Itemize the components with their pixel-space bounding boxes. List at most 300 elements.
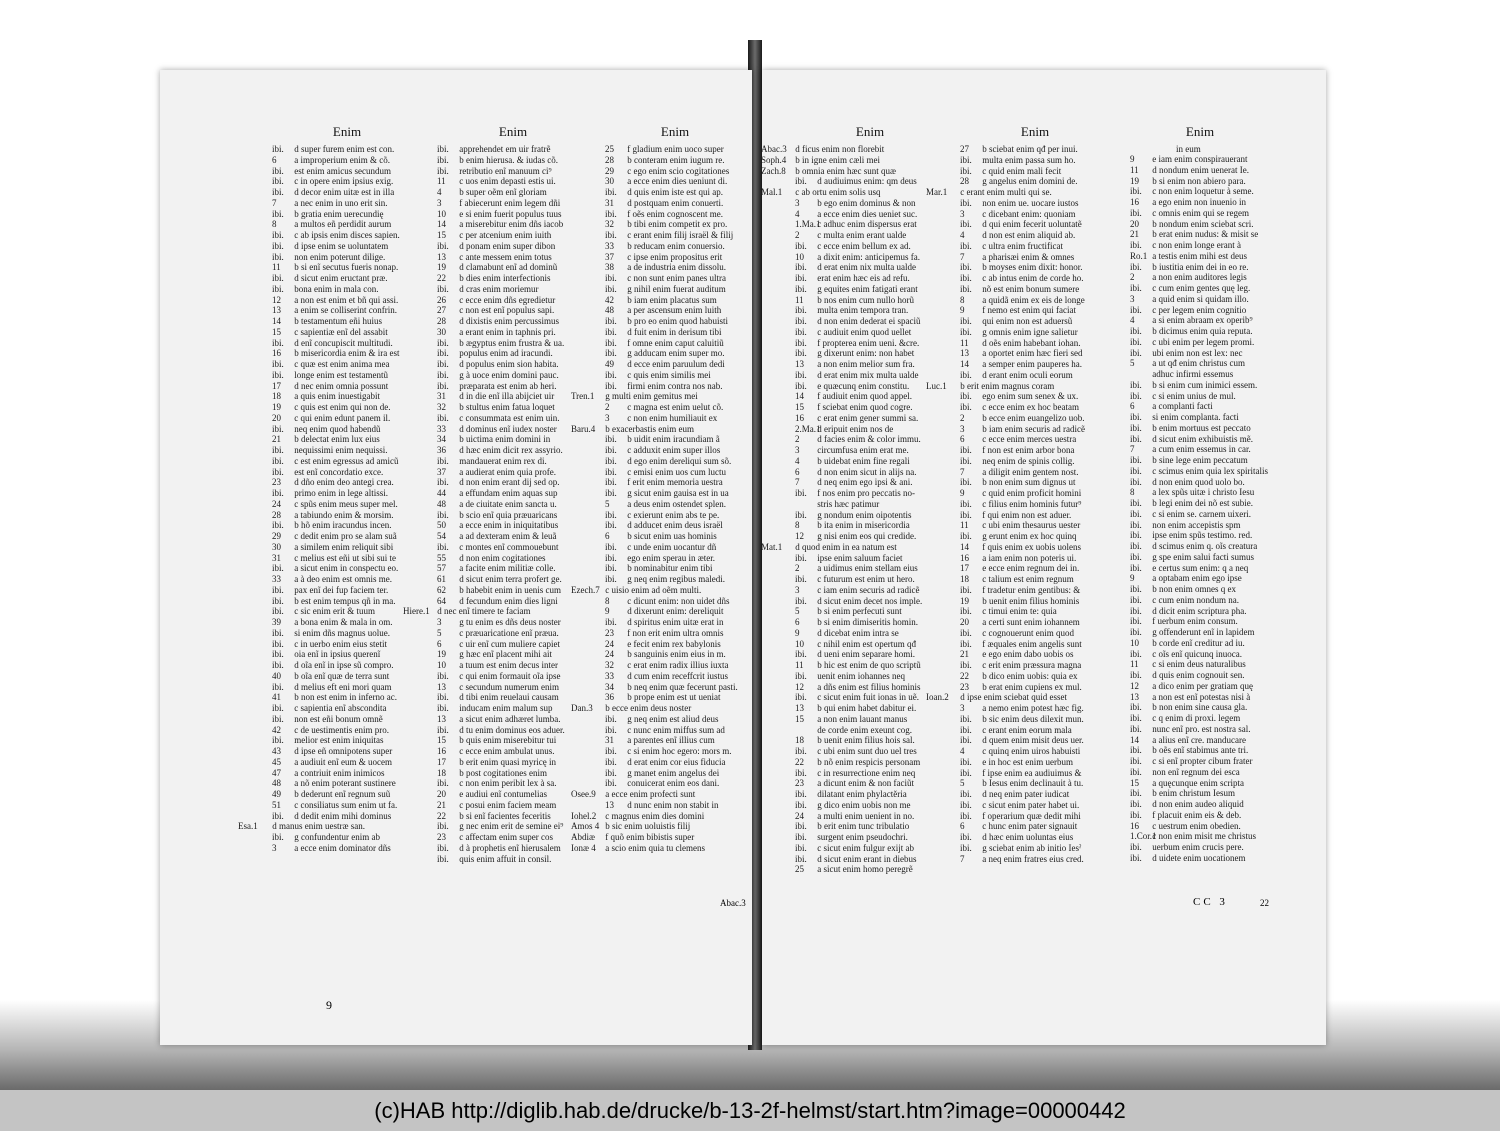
entry-reference: ibi. <box>437 144 449 154</box>
index-entry <box>1130 735 1270 746</box>
entry-text: d hæc enim uoluntas eius <box>982 832 1074 842</box>
entry-reference: 10 <box>1130 637 1139 648</box>
entry-text: a nec enim in uno erit sin. <box>294 197 388 208</box>
index-entry <box>1130 778 1270 789</box>
entry-text: c dicebant enim: quoniam <box>982 208 1076 219</box>
entry-reference: ibi. <box>272 638 284 649</box>
index-entry <box>795 424 945 435</box>
index-entry <box>571 821 745 832</box>
entry-text: c quinq enim uiros habuisti <box>982 746 1081 756</box>
entry-text: a alius enĩ cre. manducare <box>1152 734 1246 745</box>
entry-reference: ibi. <box>960 713 972 724</box>
index-entry <box>272 843 422 854</box>
entry-reference: 30 <box>605 176 614 187</box>
entry-text: g manet enim angelus dei <box>627 767 720 778</box>
index-entry <box>437 746 589 757</box>
entry-reference: 33 <box>605 240 614 251</box>
entry-reference: 33 <box>272 574 281 584</box>
entry-text: b si enim dimiseritis homin. <box>817 617 918 627</box>
index-entry <box>795 520 945 531</box>
entry-text: a non est enĩ potestas nisi à <box>1152 691 1251 702</box>
index-entry <box>272 649 422 660</box>
entry-reference: 22 <box>437 273 446 283</box>
index-entry <box>1130 240 1270 251</box>
entry-text: b uenit enim filius hois sal. <box>817 735 915 746</box>
entry-text: oia enĩ in ipsius querenĩ <box>294 649 381 660</box>
index-entry <box>272 456 422 467</box>
entry-reference: 13 <box>437 713 446 724</box>
entry-text: a testis enim mihi est deus <box>1152 250 1247 261</box>
entry-reference: 15 <box>795 713 804 724</box>
entry-text: b non est enim in inferno ac. <box>294 692 397 703</box>
index-entry <box>960 703 1110 714</box>
index-entry <box>437 520 589 531</box>
entry-reference: 36 <box>605 692 614 703</box>
index-entry <box>437 488 589 499</box>
entry-reference: ibi. <box>1130 336 1142 347</box>
entry-reference: ibi. <box>1130 541 1142 551</box>
entry-reference: 3 <box>960 423 965 434</box>
entry-reference: ibi. <box>795 305 807 316</box>
index-entry <box>795 230 945 241</box>
entry-text: stris hæc patimur <box>817 498 880 509</box>
index-entry <box>795 639 945 650</box>
index-entry <box>795 370 945 381</box>
entry-text: melior est enim iniquitas <box>294 735 384 746</box>
entry-reference: 34 <box>437 434 446 445</box>
entry-reference: 13 <box>272 305 281 316</box>
entry-text: a quidã enim ex eis de longe <box>982 294 1085 305</box>
entry-reference: 3 <box>795 445 800 455</box>
entry-reference: ibi. <box>1130 412 1142 422</box>
entry-text: d ipse enim se uoluntatem <box>294 240 389 251</box>
entry-text: d ueni enim separare homi. <box>817 649 915 660</box>
entry-reference: 33 <box>437 423 446 434</box>
index-entry <box>571 423 745 435</box>
index-entry <box>272 800 422 811</box>
index-entry <box>605 692 745 703</box>
entry-text: b dies enim interfectionis <box>459 273 551 283</box>
entry-reference: ibi. <box>605 283 617 294</box>
entry-reference: ibi. <box>272 832 284 842</box>
index-entry <box>605 531 745 542</box>
entry-reference: ibi. <box>795 337 807 348</box>
entry-reference: ibi. <box>1130 842 1142 852</box>
entry-text: b qui enim habet dabitur ei. <box>817 703 917 713</box>
entry-reference: ibi. <box>272 520 284 531</box>
entry-text: b omnia enim hæc sunt quæ <box>795 165 896 176</box>
entry-reference: ibi. <box>1130 476 1142 487</box>
index-entry <box>1130 627 1270 638</box>
entry-reference: ibi. <box>795 595 807 606</box>
entry-reference: 30 <box>272 541 281 552</box>
entry-text: conuicerat enim eos dani. <box>627 778 720 789</box>
entry-reference: ibi. <box>795 326 807 337</box>
entry-text: d ipse enim sciebat quid esset <box>960 692 1067 703</box>
entry-text: neq enim de spinis collig. <box>982 455 1075 466</box>
index-entry <box>272 144 422 155</box>
index-entry <box>1130 745 1270 756</box>
entry-reference: 26 <box>437 294 446 305</box>
index-entry <box>795 176 945 187</box>
index-entry <box>437 230 589 241</box>
entry-text: a scio enim quia tu clemens <box>605 842 705 853</box>
entry-text: b pro eo enim quod habuisti <box>627 316 728 326</box>
entry-reference: ibi. <box>437 778 449 789</box>
entry-reference: Hiere.1 <box>403 606 430 617</box>
entry-reference: 3 <box>272 842 277 853</box>
entry-text: b non enim sine causa gla. <box>1152 702 1248 713</box>
index-entry <box>761 165 945 177</box>
entry-text: b sic enim deus dilexit mun. <box>982 713 1084 724</box>
entry-reference: 6 <box>960 434 965 445</box>
entry-text: retributio enĩ manuum ci⁹ <box>459 165 552 176</box>
entry-text: a dixit enim: anticipemus fa. <box>817 251 920 262</box>
entry-reference: 11 <box>1130 164 1139 175</box>
index-entry <box>1130 294 1270 305</box>
entry-text: b erit enim magnus coram <box>960 380 1055 391</box>
entry-reference: 48 <box>272 778 281 789</box>
entry-reference: 24 <box>272 498 281 509</box>
index-entry <box>960 606 1110 617</box>
entry-reference: 8 <box>272 219 277 230</box>
index-entry <box>960 789 1110 800</box>
index-entry <box>272 671 422 682</box>
index-entry <box>1130 176 1270 187</box>
entry-reference: 4 <box>960 746 965 756</box>
entry-text: e ecce enim regnum dei in. <box>982 563 1080 574</box>
entry-reference: ibi. <box>795 316 807 326</box>
index-entry <box>795 703 945 714</box>
entry-reference: Mal.1 <box>761 187 783 197</box>
column-heading: Enim <box>660 124 690 139</box>
entry-text: præparata est enim ab heri. <box>459 380 557 391</box>
entry-text: a lex spũs uitæ i christo Iesu <box>1152 487 1255 498</box>
index-entry <box>272 327 422 338</box>
entry-reference: 16 <box>795 412 804 423</box>
entry-reference: ibi. <box>605 756 617 767</box>
entry-reference: ibi. <box>960 724 972 735</box>
entry-text: non est eñi bonum omnẽ <box>294 713 383 724</box>
index-entry <box>605 209 745 220</box>
entry-reference: ibi. <box>272 187 284 197</box>
entry-reference: ibi. <box>1130 207 1142 218</box>
entry-text: c ubi enim per legem promi. <box>1152 336 1255 347</box>
entry-text: a quis enim inuestigabit <box>294 391 380 402</box>
index-entry <box>1130 262 1270 273</box>
index-entry <box>272 370 422 381</box>
index-entry <box>437 381 589 392</box>
entry-text: d erant enim oculi eorum <box>982 369 1073 380</box>
entry-reference: 11 <box>960 337 969 348</box>
catchword-right: 22 <box>1260 898 1269 908</box>
entry-reference: 3 <box>795 584 800 595</box>
index-entry <box>437 252 589 263</box>
entry-reference: 21 <box>960 649 969 660</box>
entry-text: c cum enim nondum na. <box>1152 594 1239 605</box>
entry-reference: 24 <box>605 649 614 660</box>
index-entry <box>960 542 1110 553</box>
entry-reference: 13 <box>795 703 804 713</box>
entry-reference: ibi. <box>605 208 617 219</box>
entry-text: a oportet enim hæc fieri sed <box>982 348 1083 359</box>
index-entry <box>960 273 1110 284</box>
entry-text: f quõ enim bibistis super <box>605 832 695 842</box>
index-entry <box>605 434 745 445</box>
entry-text: c filius enim hominis futur⁹ <box>982 498 1082 509</box>
entry-text: a tabiundo enim & morsim. <box>294 509 394 520</box>
index-entry <box>960 262 1110 273</box>
index-entry <box>1130 821 1270 832</box>
entry-reference: ibi. <box>605 187 617 197</box>
entry-text: qui enim non est aduersũ <box>982 316 1073 326</box>
entry-text: a audierat enim quia profe. <box>459 466 556 477</box>
entry-reference: ibi. <box>272 369 284 380</box>
entry-text: d oẽs enim habebant iohan. <box>982 337 1081 348</box>
index-entry <box>795 262 945 273</box>
index-entry <box>272 477 422 488</box>
entry-reference: 20 <box>272 412 281 423</box>
index-entry <box>960 563 1110 574</box>
entry-text: non enim poterunt dilige. <box>294 251 386 262</box>
index-entry <box>795 434 945 445</box>
index-entry <box>272 574 422 585</box>
index-entry <box>605 284 745 295</box>
column-heading: Enim <box>855 124 885 139</box>
index-entry <box>272 359 422 370</box>
entry-reference: 18 <box>437 767 446 778</box>
entry-reference: ibi. <box>605 617 617 627</box>
entry-reference: ibi. <box>795 649 807 660</box>
entry-text: g angelus enim domini de. <box>982 176 1078 187</box>
entry-reference: 6 <box>960 821 965 832</box>
entry-text: e iam enim conspirauerant <box>1152 154 1248 164</box>
entry-reference: ibi. <box>272 649 284 660</box>
entry-text: c ab intus enim de corde ho. <box>982 273 1084 283</box>
index-entry <box>795 316 945 327</box>
entry-reference: 62 <box>437 584 446 595</box>
index-entry <box>1130 530 1270 541</box>
entry-text: d cras enim moriemur <box>459 283 539 294</box>
index-entry <box>1130 186 1270 197</box>
entry-text: c ego enim scio cogitationes <box>627 165 730 176</box>
entry-text: f qui enim non est aduer. <box>982 509 1072 520</box>
index-entry <box>960 424 1110 435</box>
entry-text: c oĩs enĩ quicunq inuoca. <box>1152 648 1242 659</box>
entry-reference: Abac.3 <box>761 144 787 154</box>
index-entry <box>437 671 589 682</box>
entry-reference: 22 <box>795 756 804 767</box>
entry-reference: 17 <box>960 563 969 574</box>
entry-text: b tibi enim competit ex pro. <box>627 219 728 230</box>
index-entry <box>960 467 1110 478</box>
entry-reference: Ro.1 <box>1130 250 1148 261</box>
entry-text: a parentes enĩ illius cum <box>627 735 715 746</box>
index-entry <box>437 166 589 177</box>
entry-reference: ibi. <box>437 541 449 552</box>
index-entry <box>605 660 745 671</box>
index-entry <box>960 144 1110 155</box>
entry-text: b corde enĩ creditur ad iu. <box>1152 637 1245 648</box>
index-entry <box>605 628 745 639</box>
index-entry <box>605 402 745 413</box>
entry-text: c non est enĩ populus sapi. <box>459 305 555 316</box>
entry-text: a de industria enim dissolu. <box>627 262 726 273</box>
entry-reference: ibi. <box>605 767 617 778</box>
index-entry <box>605 725 745 736</box>
index-entry <box>605 510 745 521</box>
index-entry <box>437 219 589 230</box>
entry-text: g sciebat enim ab initio Iesˀ <box>982 842 1082 853</box>
entry-reference: ibi. <box>795 692 807 703</box>
index-entry <box>1130 154 1270 165</box>
entry-text: b neq enim quæ fecerunt pasti. <box>627 681 738 692</box>
index-entry <box>437 402 589 413</box>
index-entry <box>605 176 745 187</box>
entry-reference: 2 <box>605 402 610 412</box>
index-entry <box>960 155 1110 166</box>
entry-text: d ipse eñ omnipotens super <box>294 746 393 756</box>
entry-text: c ecce enim merces uestra <box>982 434 1077 445</box>
index-entry <box>272 606 422 617</box>
entry-reference: ibi. <box>605 445 617 455</box>
entry-reference: ibi. <box>437 703 449 713</box>
index-entry <box>605 155 745 166</box>
index-entry <box>795 811 945 822</box>
entry-text: a non enim auditores legis <box>1152 272 1247 283</box>
index-entry <box>605 682 745 693</box>
entry-reference: 42 <box>272 724 281 735</box>
index-entry <box>795 778 945 789</box>
index-entry <box>272 230 422 241</box>
entry-reference: ibi. <box>1130 723 1142 734</box>
entry-reference: 28 <box>605 154 614 165</box>
entry-text: neq enim quod habendũ <box>294 423 381 434</box>
index-entry <box>960 671 1110 682</box>
entry-text: a ecce enim in iniquitatibus <box>459 520 559 531</box>
entry-text: d sicut enim erant in diebus <box>817 853 917 864</box>
entry-reference: 4 <box>960 230 965 240</box>
entry-reference: 2.Ma.1 <box>795 423 821 434</box>
entry-reference: 49 <box>272 789 281 799</box>
entry-text: d ego enim dereliqui sum sõ. <box>627 455 732 466</box>
entry-reference: ibi. <box>795 176 807 187</box>
entry-reference: 13 <box>437 681 446 692</box>
index-entry <box>605 574 745 585</box>
entry-text: c consummata est enim uin. <box>459 412 560 423</box>
entry-text: d scimus enim q. oĩs creatura <box>1152 541 1258 551</box>
entry-reference: 2 <box>795 434 800 445</box>
index-entry <box>795 843 945 854</box>
index-entry <box>605 617 745 628</box>
entry-reference: 20 <box>437 789 446 799</box>
entry-text: c non enim humiliauit ex <box>627 412 718 423</box>
entry-reference: ibi. <box>437 380 449 391</box>
index-entry <box>605 563 745 574</box>
entry-text: b iam enim securis ad radicẽ <box>982 423 1085 434</box>
entry-reference: ibi. <box>437 337 449 348</box>
entry-text: e in hoc est enim uerbum <box>982 756 1073 767</box>
index-entry <box>1130 326 1270 337</box>
entry-reference: ibi. <box>437 821 449 832</box>
entry-text: c qui enim edunt panem il. <box>294 412 391 423</box>
entry-text: d quem enim misit deus uer. <box>982 735 1084 746</box>
entry-text: e certus sum enim: q a neq <box>1152 562 1249 573</box>
entry-reference: 61 <box>437 574 446 584</box>
entry-reference: Mar.1 <box>926 187 948 197</box>
entry-reference: 7 <box>960 853 965 864</box>
entry-reference: 2 <box>795 563 800 574</box>
entry-reference: 48 <box>437 498 446 509</box>
page-mark: 9 <box>326 998 332 1012</box>
entry-text: c quid enim mali fecit <box>982 165 1062 176</box>
index-entry <box>605 768 745 779</box>
entry-text: d dicit enim scriptura pha. <box>1152 605 1247 616</box>
entry-reference: 1.Ma.1 <box>795 219 821 230</box>
index-entry <box>960 746 1110 757</box>
entry-text: b scio enĩ quia præuaricans <box>459 509 558 520</box>
index-entry <box>272 520 422 531</box>
entry-reference: ibi. <box>605 541 617 552</box>
index-entry <box>272 284 422 295</box>
index-entry <box>1130 724 1270 735</box>
index-entry <box>1130 584 1270 595</box>
entry-text: d ficus enim non florebit <box>795 144 885 154</box>
index-entry <box>437 327 589 338</box>
entry-text: d quis enim iste est qui ap. <box>627 187 723 197</box>
entry-text: a sicut enim adhæret lumba. <box>459 713 561 724</box>
entry-reference: 38 <box>605 262 614 273</box>
index-entry <box>1130 595 1270 606</box>
entry-reference: 41 <box>272 692 281 703</box>
index-entry <box>571 703 745 714</box>
entry-text: g confundentur enim ab <box>294 832 380 842</box>
index-entry <box>960 628 1110 639</box>
entry-text: c in resurrectione enim neq <box>817 767 916 778</box>
entry-text: multa enim passa sum ho. <box>982 154 1076 165</box>
entry-reference: ibi. <box>605 477 617 488</box>
entry-text: c quis enim similis mei <box>627 369 711 380</box>
entry-reference: 16 <box>1130 820 1139 831</box>
entry-text: c ecce enim ambulat unus. <box>459 746 555 756</box>
entry-reference: 25 <box>795 864 804 875</box>
index-entry <box>795 864 945 875</box>
entry-reference: 11 <box>1130 659 1139 670</box>
entry-reference: ibi. <box>1130 186 1142 197</box>
entry-text: c magna est enim uelut cõ. <box>627 402 724 412</box>
entry-reference: ibi. <box>1130 455 1142 465</box>
index-entry <box>437 477 589 488</box>
entry-reference: ibi. <box>960 477 972 488</box>
entry-text: e si enim fuerit populus tuus <box>459 208 562 219</box>
entry-text: b uenit enim filius hominis <box>982 595 1080 606</box>
entry-reference: ibi. <box>960 509 972 520</box>
entry-reference: 14 <box>1130 734 1139 745</box>
entry-text: primo enim in lege altissi. <box>294 488 388 498</box>
entry-text: d fuit enim in derisum tibi <box>627 326 722 337</box>
entry-text: c in uerbo enim eius stetit <box>294 638 387 649</box>
entry-text: c non enim longe erant à <box>1152 240 1241 250</box>
entry-text: d dixerunt enim: dereliquit <box>627 606 724 617</box>
index-entry <box>605 649 745 660</box>
entry-reference: 7 <box>960 466 965 477</box>
entry-reference: ibi. <box>437 455 449 466</box>
index-entry <box>960 714 1110 725</box>
entry-text: a erant enim in taphnis pri. <box>459 326 556 337</box>
entry-reference: 11 <box>960 520 969 531</box>
entry-text: c nunc enim miffus sum ad <box>627 724 725 735</box>
index-entry <box>605 198 745 209</box>
